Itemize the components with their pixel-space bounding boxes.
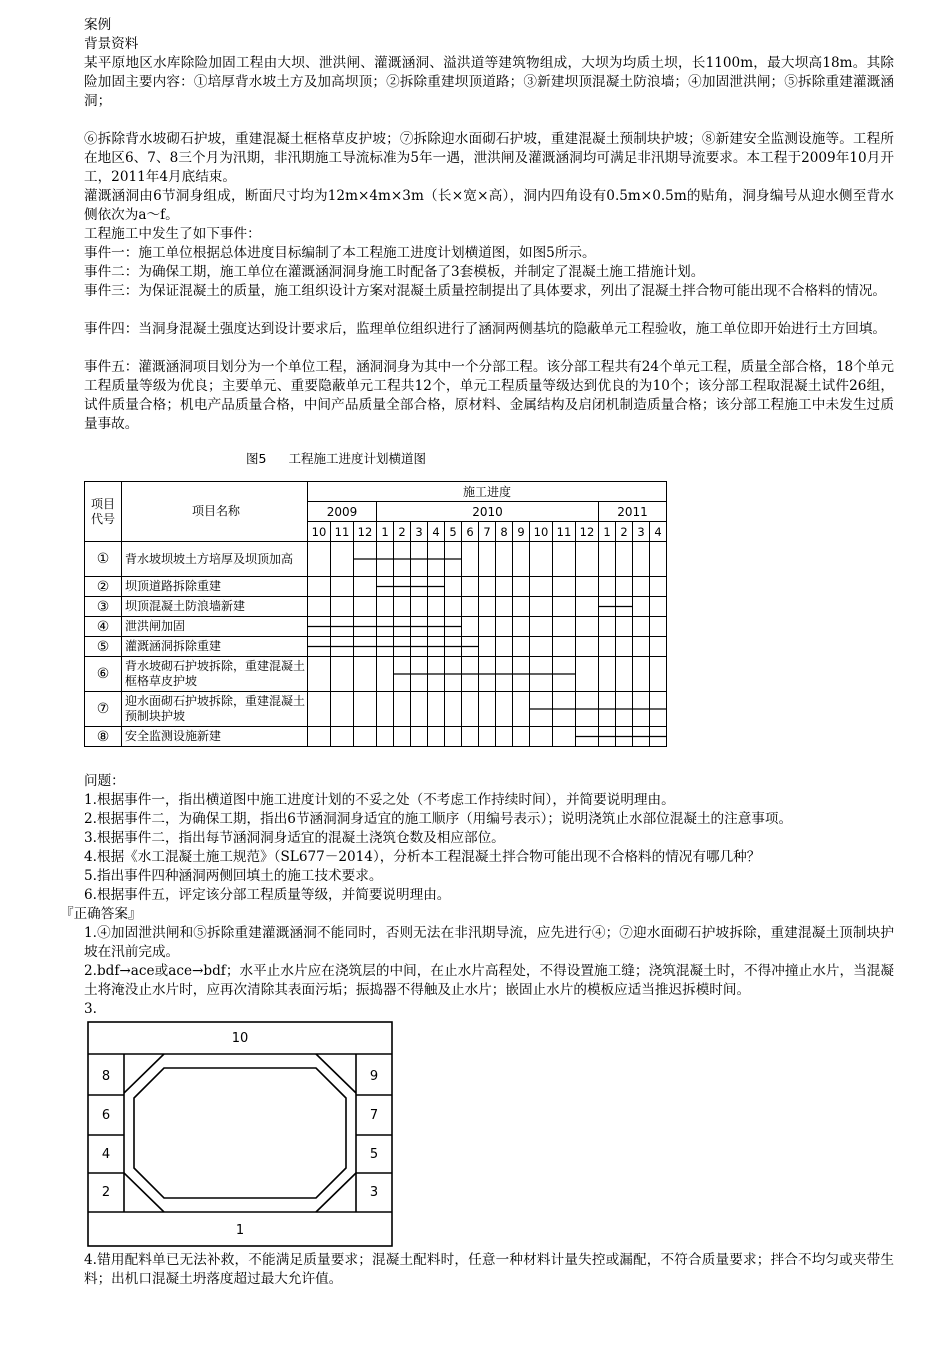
questions-title: 问题： <box>84 773 125 789</box>
item-name: 坝顶道路拆除重建 <box>122 577 308 597</box>
pour-label: 5 <box>369 1147 379 1162</box>
month-header: 3 <box>411 522 428 542</box>
background-para-1: 某平原地区水库除险加固工程由大坝、泄洪闸、灌溉涵洞、溢洪道等建筑物组成，大坝为均质土坝，长1100m，最大坝高18m。其除险加固主要内容：①培厚背水坡土方及加高坝顶；②拆除重建坝顶道路；③新建坝顶混凝土防浪墙；④加固泄洪闸；⑤拆除重建灌溉涵洞； <box>84 55 894 109</box>
culvert-opening <box>134 1068 346 1198</box>
gantt-row <box>85 577 667 597</box>
gantt-row <box>85 657 667 692</box>
month-header: 6 <box>462 522 479 542</box>
month-header: 12 <box>354 522 377 542</box>
item-code: ③ <box>85 597 122 617</box>
item-name: 泄洪闸加固 <box>122 617 308 637</box>
pour-label: 9 <box>369 1069 379 1084</box>
question-2: 2.根据事件二，为确保工期，指出6节涵洞洞身适宜的施工顺序（用编号表示）；说明浇筑止水部位混凝土的注意事项。 <box>84 811 793 827</box>
gantt-row <box>85 692 667 727</box>
question-6: 6.根据事件五，评定该分部工程质量等级，并简要说明理由。 <box>84 887 451 903</box>
question-5: 5.指出事件四种涵洞两侧回填土的施工技术要求。 <box>84 868 383 884</box>
background-para-4: 工程施工中发生了如下事件： <box>84 226 261 242</box>
pour-label: 4 <box>101 1147 111 1162</box>
answer-title: 『正确答案』 <box>60 906 142 922</box>
month-header: 11 <box>553 522 576 542</box>
figure-caption-text: 工程施工进度计划横道图 <box>288 451 426 466</box>
gantt-row <box>85 727 667 747</box>
month-header: 9 <box>513 522 530 542</box>
question-3: 3.根据事件二，指出每节涵洞洞身适宜的混凝土浇筑仓数及相应部位。 <box>84 830 505 846</box>
gantt-row <box>85 617 667 637</box>
gantt-chart-table <box>84 481 667 747</box>
item-name: 迎水面砌石护坡拆除，重建混凝土预制块护坡 <box>122 692 308 727</box>
year-header: 2010 <box>377 502 599 522</box>
header-progress: 施工进度 <box>308 482 667 502</box>
item-code: ⑤ <box>85 637 122 657</box>
figure-number: 图5 <box>246 451 267 466</box>
month-header: 5 <box>445 522 462 542</box>
month-header: 7 <box>479 522 496 542</box>
answer-3: 3. <box>84 1001 97 1017</box>
event-1: 事件一：施工单位根据总体进度目标编制了本工程施工进度计划横道图，如图5所示。 <box>84 245 596 261</box>
event-3: 事件三：为保证混凝土的质量，施工组织设计方案对混凝土质量控制提出了具体要求，列出了混凝土拌合物可能出现不合格料的情况。 <box>84 283 887 299</box>
item-code: ⑧ <box>85 727 122 747</box>
answer-2: 2.bdf→ace或ace→bdf；水平止水片应在浇筑层的中间，在止水片高程处，不得设置施工缝；浇筑混凝土时，不得冲撞止水片，当混凝土将淹没止水片时，应再次清除其表面污垢；振捣器不得触及止水片；嵌固止水片的模板应适当推迟拆模时间。 <box>84 963 894 998</box>
year-header: 2011 <box>599 502 667 522</box>
item-name: 坝顶混凝土防浪墙新建 <box>122 597 308 617</box>
answer-4: 4.错用配料单已无法补救，不能满足质量要求；混凝土配料时，任意一种材料计量失控或漏配，不符合质量要求；拌合不均匀或夹带生料；出机口混凝土坍落度超过最大允许值。 <box>84 1252 894 1287</box>
event-5: 事件五：灌溉涵洞项目划分为一个单位工程，涵洞洞身为其中一个分部工程。该分部工程共有24个单元工程，质量全部合格，18个单元工程质量等级为优良；主要单元、重要隐蔽单元工程共12个，单元工程质量等级达到优良的为10个；该分部工程取混凝土试件26组，试件质量合格；机电产品质量合格，中间产品质量全部合格，原材料、金属结构及启闭机制造质量合格；该分部工程施工中未发生过质量事故。 <box>84 359 894 432</box>
pour-label: 2 <box>101 1185 111 1200</box>
gantt-row <box>85 542 667 577</box>
background-title: 背景资料 <box>84 36 139 52</box>
month-header: 3 <box>633 522 650 542</box>
month-header: 10 <box>308 522 331 542</box>
question-1: 1.根据事件一，指出横道图中施工进度计划的不妥之处（不考虑工作持续时间），并简要说明理由。 <box>84 792 675 808</box>
month-header: 1 <box>377 522 394 542</box>
gantt-row <box>85 637 667 657</box>
header-code: 项目代号 <box>85 482 122 542</box>
pour-label: 6 <box>101 1108 111 1123</box>
year-header: 2009 <box>308 502 377 522</box>
month-header: 4 <box>650 522 667 542</box>
month-header: 11 <box>331 522 354 542</box>
background-para-2: ⑥拆除背水坡砌石护坡，重建混凝土框格草皮护坡；⑦拆除迎水面砌石护坡，重建混凝土预制块护坡；⑧新建安全监测设施等。工程所在地区6、7、8三个月为汛期，非汛期施工导流标准为5年一遇，泄洪闸及灌溉涵洞均可满足非汛期导流要求。本工程于2009年10月开工，2011年4月底结束。 <box>84 131 894 185</box>
header-name: 项目名称 <box>122 482 308 542</box>
question-4: 4.根据《水工混凝土施工规范》（SL677－2014），分析本工程混凝土拌合物可能出现不合格料的情况有哪几种？ <box>84 849 761 865</box>
item-code: ⑥ <box>85 657 122 692</box>
event-2: 事件二：为确保工期，施工单位在灌溉涵洞洞身施工时配备了3套模板，并制定了混凝土施工措施计划。 <box>84 264 705 280</box>
item-code: ② <box>85 577 122 597</box>
item-name: 背水坡砌石护坡拆除，重建混凝土框格草皮护坡 <box>122 657 308 692</box>
item-name: 背水坡坝坡土方培厚及坝顶加高 <box>122 542 308 577</box>
month-header: 1 <box>599 522 616 542</box>
month-header: 4 <box>428 522 445 542</box>
answer-1: 1.④加固泄洪闸和⑤拆除重建灌溉涵洞不能同时，否则无法在非汛期导流，应先进行④；⑦迎水面砌石护坡拆除，重建混凝土顶制块护坡在汛前完成。 <box>84 925 894 960</box>
case-title: 案例 <box>84 17 112 33</box>
month-header: 2 <box>394 522 411 542</box>
gantt-row <box>85 597 667 617</box>
pour-label: 10 <box>231 1031 249 1046</box>
month-header: 12 <box>576 522 599 542</box>
item-name: 安全监测设施新建 <box>122 727 308 747</box>
month-header: 8 <box>496 522 513 542</box>
pour-label: 7 <box>369 1108 379 1123</box>
background-para-3: 灌溉涵洞由6节洞身组成，断面尺寸均为12m×4m×3m（长×宽×高），洞内四角设有0.5m×0.5m的贴角，洞身编号从迎水侧至背水侧依次为a～f。 <box>84 188 894 223</box>
figure-caption <box>246 449 444 467</box>
pour-label: 3 <box>369 1185 379 1200</box>
item-code: ① <box>85 542 122 577</box>
pour-label: 1 <box>235 1223 245 1238</box>
month-header: 10 <box>530 522 553 542</box>
item-code: ⑦ <box>85 692 122 727</box>
event-4: 事件四：当洞身混凝土强度达到设计要求后，监理单位组织进行了涵洞两侧基坑的隐蔽单元工程验收，施工单位即开始进行土方回填。 <box>84 321 887 337</box>
culvert-section-diagram <box>84 1018 396 1250</box>
month-header: 2 <box>616 522 633 542</box>
item-code: ④ <box>85 617 122 637</box>
item-name: 灌溉涵洞拆除重建 <box>122 637 308 657</box>
pour-label: 8 <box>101 1069 111 1084</box>
